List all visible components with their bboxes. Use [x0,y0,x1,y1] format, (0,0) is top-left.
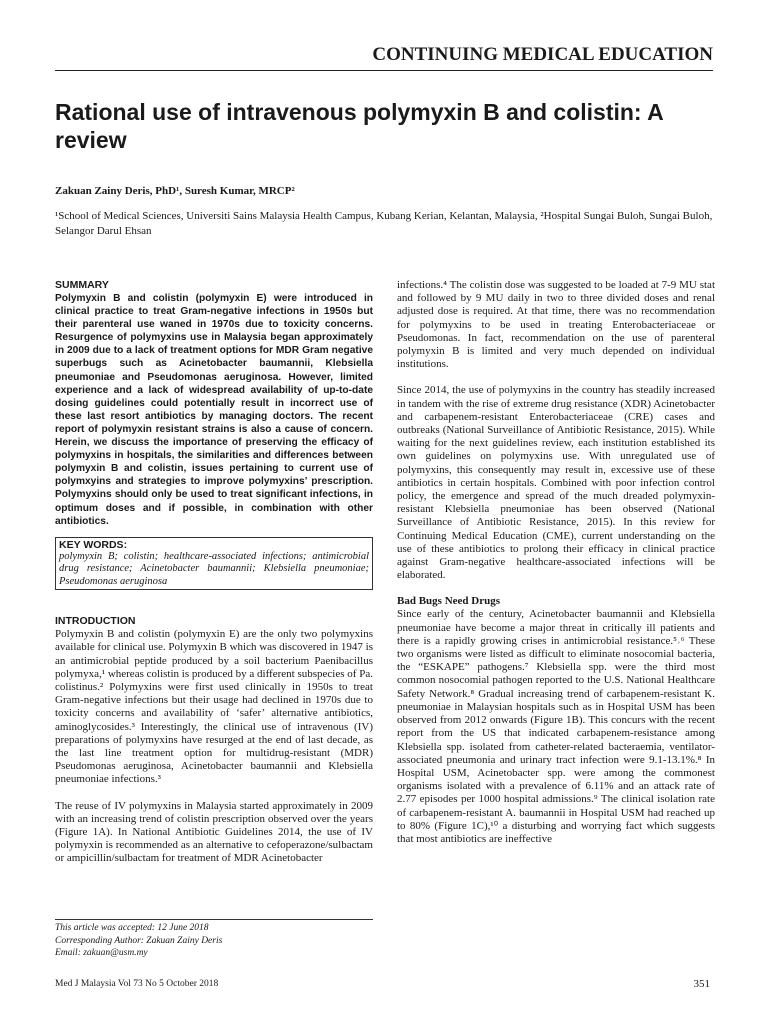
summary-text: Polymyxin B and colistin (polymyxin E) were introduced in clinical practice to treat Gram-negative infections in 1950s but their parenteral use waned in 1970s due to toxicity concerns. Resurgence of polymyxins use in Malaysia began approximately in 2009 due to a lack of treatment options for MDR Gram negative superbugs such as Acinetobacter baumannii, Klebsiella pneumoniae and Pseudomonas aeruginosa. However, limited experience and a lack of widespread availability of up-to-date dosing guidelines could potentially result in incorrect use of these last resort antibiotics by managing doctors. The recent report of polymyxin resistant strains is also a cause of concern. Herein, we discuss the importance of preserving the efficacy of polymyxins in hospitals, the similarities and differences between polymyxin B and colistin, issues pertaining to current use of polymxyins and strategies to improve polymyxins’ prescription. Polymyxins should only be used to treat significant infections, in optimum doses and if possible, in combination with other antibiotics. [55,293,373,527]
keywords-text: polymyxin B; colistin; healthcare-associated infections; antimicrobial drug resistance; Acinetobacter baumannii; Klebsiella pneumoniae; Pseudomonas aeruginosa [59,550,369,587]
footnotes [55,922,222,960]
email-link[interactable]: Email: zakuan@usm.my [55,948,148,958]
journal-citation: Med J Malaysia Vol 73 No 5 October 2018 [55,979,219,989]
body-paragraph: Since early of the century, Acinetobacter baumannii and Klebsiella pneumoniae have become a major threat in critically ill patients and there is a rapidly growing crises in antimicrobial resistance.⁵˒⁶ These two organisms were listed as difficult to eliminate nosocomial bacteria, the “ESKAPE” pathogens.⁷ Klebsiella spp. were the third most common nosocomial pathogen reported to the U.S. National Healthcare Safety Network.⁸ Gradual increasing trend of carbapenem-resistant K. pneumoniae in Malaysian hospitals such as in Hospital USM has been observed from 2012 onwards (Figure 1B). This concurs with the recent report from the US that indicated carbapenem-resistance among Klebsiella spp. isolated from catheter-related bacteraemia, ventilator-associated pneumonia and urinary tract infection were 9.1-13.1%.⁸ In Hospital USM, Acinetobacter spp. were among the commonest organisms isolated with a prevalence of 6.11% and an attack rate of 2.77 episodes per 1000 hospital admissions.⁹ The clinical isolation rate of carbapenem-resistant A. baumannii in Hospital USM had reached up to 80% (Figure 1C),¹⁰ a disturbing and worrying fact which suggests that most antibiotics are ineffective [397,608,715,845]
keywords-heading: KEY WORDS: [59,538,128,551]
body-paragraph: infections.⁴ The colistin dose was suggested to be loaded at 7-9 MU stat and followed by 9 MU daily in two to three divided doses and renal adjusted dose is required. At that time, there was no recommendation for polymyxins to be used in treating Enterobacteriaceae or Pseudomonas. In fact, recommendation on the use of parenteral polymyxin B is limited and very much depended on individual institutions. [397,279,715,371]
introduction-paragraph: Polymyxin B and colistin (polymyxin E) are the only two polymyxins available for clinical use. Polymyxin B which was discovered in 1947 is an antimicrobial peptide produced by a soil bacterium Paenibacillus polymyxa,¹ whereas colistin is produced by a different subspecies of Pa. colistinus.² Polymyxins were first used clinically in 1950s to treat Gram-negative infections but their usage had declined in 1970s due to toxicity concerns and availability of ‘safer’ alternative antibiotics, aminoglycosides.³ Interestingly, the clinical use of intravenous (IV) preparations of polymyxins have resurged at the end of last decade, as the last line treatment option for multidrug-resistant (MDR) Pseudomonas aeruginosa, Acinetobacter baumannii and Klebsiella pneumoniae infections.³ [55,628,373,786]
footnote-rule [55,919,373,920]
page-number: 351 [693,978,710,990]
right-column [397,279,715,846]
section-header: CONTINUING MEDICAL EDUCATION [372,44,713,65]
introduction-paragraph: The reuse of IV polymyxins in Malaysia started approximately in 2009 with an increasing trend of colistin prescription observed over the years (Figure 1A). In National Antibiotic Guidelines 2014, the use of IV polymyxin is recommended as an alternative to cefoperazone/sulbactam or ampicillin/sulbactam for treatment of MDR Acinetobacter [55,799,373,865]
header-rule [55,70,713,71]
corresponding-author: Corresponding Author: Zakuan Zainy Deris [55,935,223,946]
section-subheading: Bad Bugs Need Drugs [397,595,500,608]
introduction-heading: INTRODUCTION [55,615,136,628]
summary-heading: SUMMARY [55,279,109,291]
body-paragraph: Since 2014, the use of polymyxins in the country has steadily increased in tandem with the rise of extreme drug resistance (XDR) Acinetobacter and carbapenem-resistant Enterobacteriaceae (CRE) cases and outbreaks (National Surveillance of Antibiotic Resistance, 2015). While waiting for the next guidelines review, each institution established its own guidelines on polymyxins use. With unregulated use of polymyxins, this consequently may result in, excessive use of these antibiotics in certain hospitals. Combined with poor infection control policy, the emergence and spread of the much dreaded polymyxin-resistant Klebsiella pneumoniae has been observed (National Surveillance of Antibiotic Resistance, 2015). In this review for Continuing Medical Education (CME), current understanding on the use of these antibiotics to prolong their efficacy in clinical practice against Gram-negative healthcare-associated infections will be elaborated. [397,384,715,582]
article-affiliations: ¹School of Medical Sciences, Universiti Sains Malaysia Health Campus, Kubang Kerian, Kelantan, Malaysia, ²Hospital Sungai Buloh, Sungai Buloh, Selangor Darul Ehsan [55,210,713,237]
accepted-note: This article was accepted: 12 June 2018 [55,923,209,933]
keywords-box [55,537,373,591]
article-title: Rational use of intravenous polymyxin B and colistin: A review [55,99,663,153]
article-authors: Zakuan Zainy Deris, PhD¹, Suresh Kumar, MRCP² [55,185,295,197]
left-column [55,279,373,866]
